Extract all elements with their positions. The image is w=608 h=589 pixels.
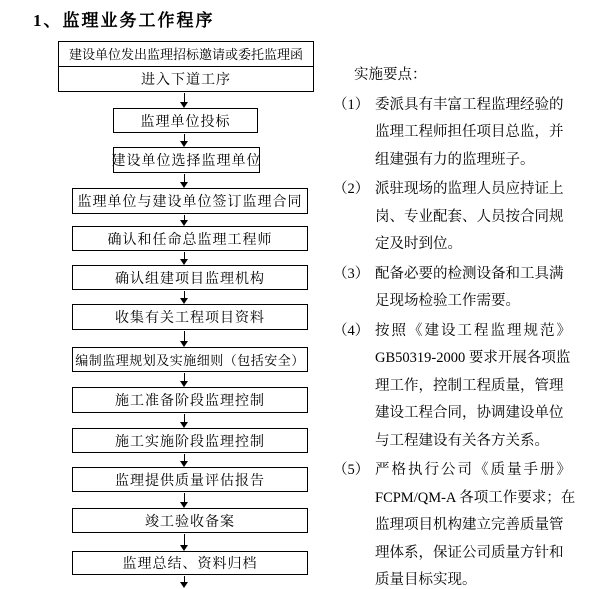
flow-arrow bbox=[180, 454, 189, 467]
note-number: （5） bbox=[333, 462, 370, 478]
notes-heading: 实施要点： bbox=[354, 67, 427, 83]
note-line: 与工程建设有关各方关系。 bbox=[375, 432, 549, 449]
note-line: 理工作，控制工程质量，管理 bbox=[375, 377, 564, 394]
flow-step-box: 监理单位投标 bbox=[113, 108, 258, 133]
flow-start-line2: 进入下道工序 bbox=[141, 72, 231, 88]
note-item bbox=[333, 457, 576, 589]
note-text bbox=[375, 318, 571, 456]
note-line: 定及时到位。 bbox=[375, 236, 462, 252]
flow-step-box: 竣工验收备案 bbox=[72, 508, 308, 533]
flow-arrow bbox=[180, 93, 189, 108]
flow-step-box: 确认组建项目监理机构 bbox=[72, 265, 308, 290]
note-line: FCPM/QM-A 各项工作要求；在 bbox=[375, 489, 576, 506]
note-line: 理体系，保证公司质量方针和 bbox=[375, 544, 564, 561]
note-line: 岗、专业配套、人员按合同规 bbox=[375, 208, 564, 225]
note-line: 监理工程师担任项目总监，并 bbox=[375, 124, 564, 140]
note-item bbox=[333, 261, 573, 316]
flow-arrow bbox=[180, 174, 189, 188]
note-line: 严格执行公司《质量手册》 bbox=[375, 462, 571, 478]
note-text bbox=[375, 176, 571, 259]
note-line: 委派具有丰富工程监理经验的 bbox=[375, 96, 564, 113]
note-number: （1） bbox=[333, 96, 370, 113]
note-item bbox=[333, 318, 573, 456]
flow-arrow bbox=[180, 291, 189, 304]
note-number: （4） bbox=[333, 322, 370, 339]
flow-step-box: 确认和任命总监理工程师 bbox=[72, 226, 308, 251]
flow-arrow bbox=[180, 331, 189, 347]
note-line: 质量目标实现。 bbox=[375, 572, 477, 588]
flow-arrow bbox=[180, 493, 189, 508]
note-item bbox=[333, 92, 573, 175]
note-number: （3） bbox=[333, 265, 370, 282]
page-title: 1、监理业务工作程序 bbox=[33, 11, 215, 30]
flow-step-box: 编制监理规划及实施细则（包括安全） bbox=[72, 347, 308, 372]
flow-arrow bbox=[180, 215, 189, 226]
flow-arrow bbox=[180, 414, 189, 428]
note-line: 组建强有力的监理班子。 bbox=[375, 151, 535, 168]
flow-start-box bbox=[58, 41, 314, 92]
note-line: 建设工程合同，协调建设单位 bbox=[375, 405, 564, 421]
flow-arrow bbox=[180, 373, 189, 387]
flow-step-box: 施工准备阶段监理控制 bbox=[72, 387, 308, 413]
flow-step-box: 监理提供质量评估报告 bbox=[72, 467, 308, 492]
flow-step-box: 收集有关工程项目资料 bbox=[72, 304, 308, 330]
note-line: 配备必要的检测设备和工具满 bbox=[375, 265, 564, 282]
note-line: 派驻现场的监理人员应持证上 bbox=[375, 181, 564, 197]
note-line: 监理项目机构建立完善质量管 bbox=[375, 517, 564, 533]
flow-step-box: 监理总结、资料归档 bbox=[72, 551, 308, 575]
flow-arrow-exit bbox=[180, 576, 189, 588]
flow-arrow bbox=[180, 134, 189, 147]
notes-panel bbox=[333, 62, 576, 589]
flow-step-box: 建设单位选择监理单位 bbox=[113, 147, 260, 173]
note-line: 按照《建设工程监理规范》 bbox=[375, 322, 571, 339]
flow-arrow bbox=[180, 534, 189, 551]
flow-step-box: 监理单位与建设单位签订监理合同 bbox=[72, 188, 308, 214]
note-item bbox=[333, 176, 573, 259]
flow-start-line1: 建设单位发出监理招标邀请或委托监理函 bbox=[59, 42, 313, 67]
note-number: （2） bbox=[333, 181, 370, 197]
note-line: GB50319-2000 要求开展各项监 bbox=[375, 350, 571, 366]
note-text bbox=[375, 92, 571, 175]
flow-arrow bbox=[180, 252, 189, 265]
flow-step-box: 施工实施阶段监理控制 bbox=[72, 428, 308, 453]
note-text bbox=[375, 261, 571, 316]
note-line: 足现场检验工作需要。 bbox=[375, 293, 520, 309]
note-text bbox=[375, 457, 576, 589]
